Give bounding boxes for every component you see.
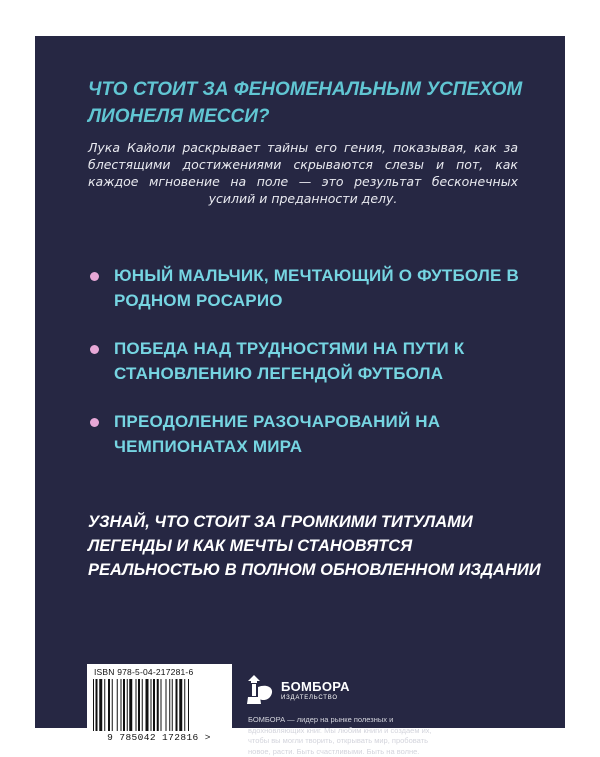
- bullet-dot-icon: [90, 272, 99, 281]
- barcode-digits: 9 785042 172816 >: [107, 732, 211, 743]
- bullet-list: [88, 263, 528, 459]
- publisher-block: [248, 673, 478, 757]
- bullet-text: ПОБЕДА НАД ТРУДНОСТЯМИ НА ПУТИ К СТАНОВЛЕНИЮ ЛЕГЕНДОЙ ФУТБОЛА: [114, 339, 465, 383]
- bullet-text: ЮНЫЙ МАЛЬЧИК, МЕЧТАЮЩИЙ О ФУТБОЛЕ В РОДНОМ РОСАРИО: [114, 266, 519, 310]
- bullet-item: [88, 336, 528, 386]
- barcode: [87, 664, 232, 746]
- bullet-dot-icon: [90, 418, 99, 427]
- barcode-bars: [93, 679, 226, 731]
- book-back-cover: [35, 36, 565, 756]
- isbn-label: ISBN 978-5-04-217281-6: [94, 667, 194, 677]
- blurb: Лука Кайоли раскрывает тайны его гения, показывая, как за блестящими достижениями скрываются слезы и пот, как каждое мгновение на поле — это результат бесконечных усилий и преданности делу.: [88, 140, 518, 206]
- publisher-wordmark: [281, 680, 350, 701]
- publisher-name: БОМБОРА: [281, 678, 350, 694]
- bullet-text: ПРЕОДОЛЕНИЕ РАЗОЧАРОВАНИЙ НА ЧЕМПИОНАТАХ МИРА: [114, 412, 441, 456]
- callout: УЗНАЙ, ЧТО СТОИТ ЗА ГРОМКИМИ ТИТУЛАМИ ЛЕГЕНДЫ И КАК МЕЧТЫ СТАНОВЯТСЯ РЕАЛЬНОСТЬЮ В ПОЛНОМ ОБНОВЛЕННОМ ИЗДАНИИ: [88, 513, 541, 579]
- headline: ЧТО СТОИТ ЗА ФЕНОМЕНАЛЬНЫМ УСПЕХОМ ЛИОНЕЛЯ МЕССИ?: [88, 79, 523, 127]
- publisher-tagline: БОМБОРА — лидер на рынке полезных и вдохновляющих книг. Мы любим книги и создаем их, чтобы вы могли творить, открывать мир, пробовать новое, расти. Быть счастливыми. Быть на волне.: [248, 715, 432, 756]
- publisher-sub: ИЗДАТЕЛЬСТВО: [281, 694, 338, 701]
- bullet-dot-icon: [90, 345, 99, 354]
- bombora-logo-icon: [248, 673, 276, 707]
- bullet-item: [88, 409, 528, 459]
- publisher-logo: [248, 673, 478, 707]
- bullet-item: [88, 263, 528, 313]
